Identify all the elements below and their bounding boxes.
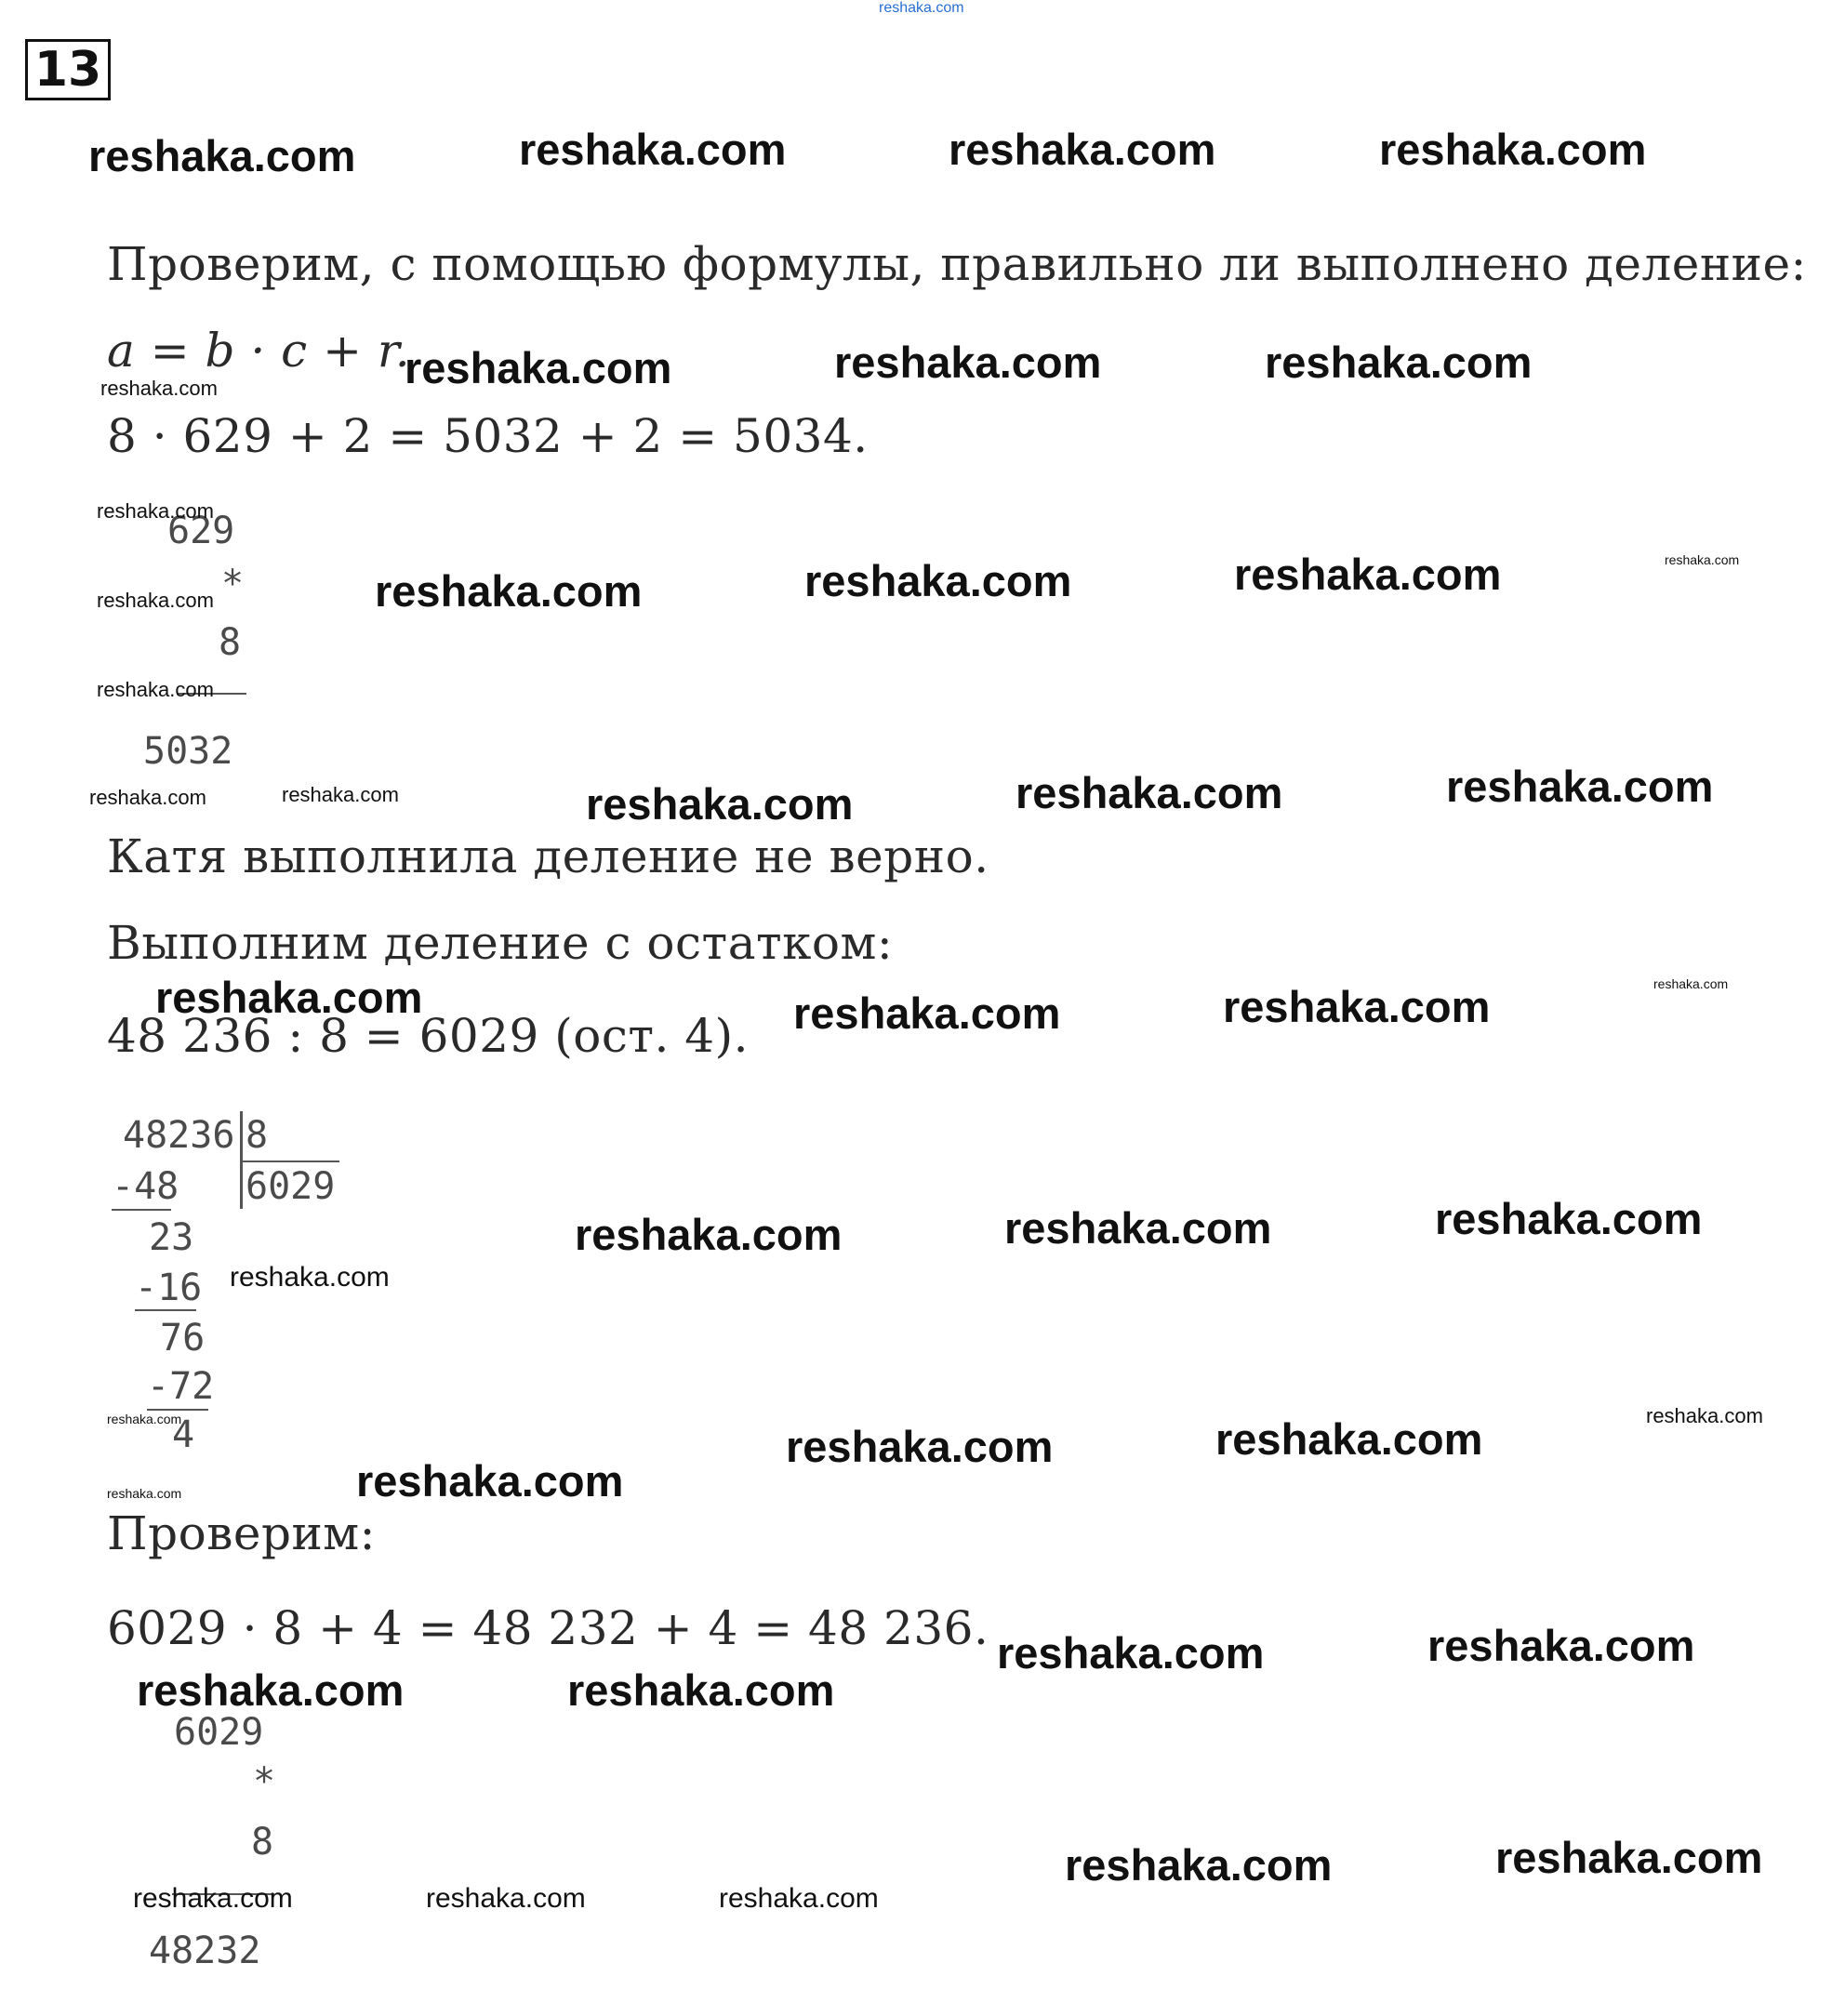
- mult2-result: 48232: [149, 1930, 261, 1972]
- watermark: reshaka.com: [1065, 1840, 1333, 1890]
- watermark: reshaka.com: [89, 786, 206, 809]
- watermark: reshaka.com: [834, 338, 1102, 387]
- watermark: reshaka.com: [375, 566, 643, 616]
- watermark: reshaka.com: [586, 779, 854, 829]
- watermark: reshaka.com: [282, 783, 399, 806]
- conclusion-text: Катя выполнила деление не верно.: [107, 829, 989, 883]
- division-step: -48: [112, 1165, 179, 1208]
- division-step-rule: [112, 1209, 171, 1211]
- watermark: reshaka.com: [1435, 1194, 1703, 1243]
- watermark: reshaka.com: [1646, 1404, 1763, 1427]
- watermark: reshaka.com: [567, 1665, 835, 1715]
- mult2-top: 6029: [174, 1711, 264, 1754]
- do-division-text: Выполним деление с остатком:: [107, 916, 894, 970]
- watermark: reshaka.com: [719, 1883, 879, 1914]
- divisor-rule: [242, 1161, 339, 1162]
- watermark: reshaka.com: [519, 125, 787, 174]
- watermark: reshaka.com: [133, 1883, 293, 1914]
- watermark: reshaka.com: [1015, 768, 1283, 817]
- mult1-factor: 8: [219, 621, 242, 664]
- watermark: reshaka.com: [107, 1486, 182, 1501]
- watermark: reshaka.com: [1427, 1621, 1695, 1670]
- watermark: reshaka.com: [997, 1628, 1265, 1678]
- intro-text: Проверим, с помощью формулы, правильно ли выполнено деление:: [107, 237, 1807, 291]
- watermark: reshaka.com: [137, 1665, 405, 1715]
- dividend: 48236: [123, 1114, 235, 1157]
- watermark: reshaka.com: [88, 131, 356, 180]
- watermark: reshaka.com: [97, 678, 214, 701]
- watermark: reshaka.com: [1446, 762, 1714, 811]
- watermark: reshaka.com: [804, 556, 1072, 605]
- watermark: reshaka.com: [426, 1883, 586, 1914]
- division-step: -16: [135, 1267, 203, 1309]
- mult2-factor: 8: [251, 1821, 274, 1863]
- watermark: reshaka.com: [107, 1412, 182, 1426]
- watermark: reshaka.com: [1215, 1414, 1483, 1464]
- check-equation-1: 8 · 629 + 2 = 5032 + 2 = 5034.: [107, 409, 869, 463]
- watermark: reshaka.com: [97, 589, 214, 612]
- divisor: 8: [246, 1114, 269, 1157]
- watermark: reshaka.com: [575, 1210, 843, 1259]
- division-step: -72: [147, 1365, 215, 1408]
- watermark: reshaka.com: [1234, 550, 1502, 599]
- watermark: reshaka.com: [1653, 976, 1729, 991]
- watermark: reshaka.com: [97, 499, 214, 523]
- mult1-operator: *: [221, 563, 245, 605]
- mult1-top: 629: [167, 510, 235, 552]
- watermark: reshaka.com: [1495, 1833, 1763, 1882]
- check-title: Проверим:: [107, 1506, 377, 1560]
- watermark: reshaka.com: [356, 1456, 624, 1505]
- watermark: reshaka.com: [155, 973, 423, 1022]
- watermark: reshaka.com: [1265, 338, 1533, 387]
- mult2-operator: *: [253, 1760, 276, 1803]
- division-remainder: 4: [172, 1413, 195, 1456]
- watermark: reshaka.com: [230, 1262, 390, 1293]
- source-link[interactable]: reshaka.com: [879, 0, 964, 16]
- watermark: reshaka.com: [1665, 552, 1740, 567]
- division-step: 76: [160, 1317, 206, 1359]
- watermark: reshaka.com: [1004, 1203, 1272, 1253]
- division-equation: 48 236 : 8 = 6029 (ост. 4).: [107, 1009, 749, 1063]
- watermark: reshaka.com: [1223, 982, 1491, 1031]
- watermark: reshaka.com: [786, 1422, 1054, 1471]
- watermark: reshaka.com: [949, 125, 1216, 174]
- mult1-result: 5032: [143, 730, 233, 773]
- check-equation-2: 6029 · 8 + 4 = 48 232 + 4 = 48 236.: [107, 1601, 989, 1655]
- watermark: reshaka.com: [405, 343, 672, 392]
- watermark: reshaka.com: [100, 377, 218, 400]
- division-step-rule: [135, 1309, 196, 1311]
- division-step: 23: [149, 1216, 194, 1259]
- formula: a = b · c + r.: [107, 324, 411, 378]
- division-step-rule: [147, 1409, 208, 1411]
- watermark: reshaka.com: [793, 988, 1061, 1038]
- quotient: 6029: [246, 1165, 336, 1208]
- problem-number: 13: [25, 39, 111, 100]
- watermark: reshaka.com: [1379, 125, 1647, 174]
